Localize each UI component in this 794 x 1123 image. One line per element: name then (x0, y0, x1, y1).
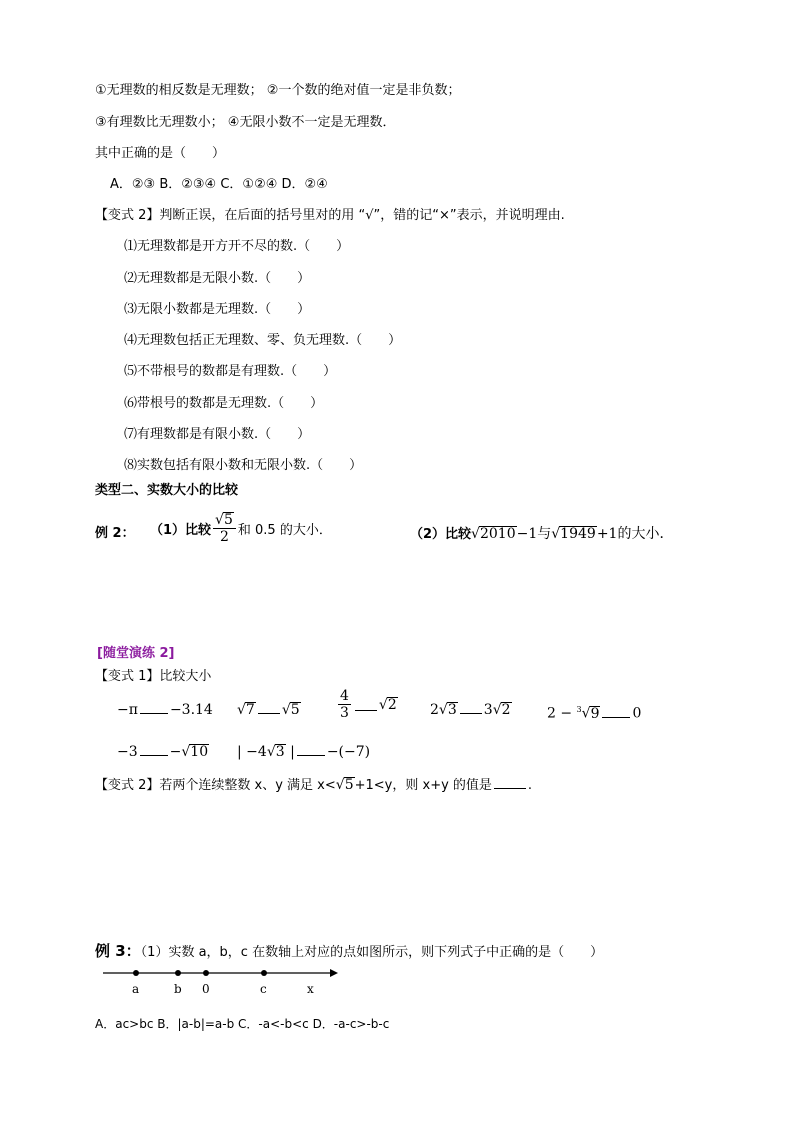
axis-label-b: b (174, 982, 182, 996)
point-zero (203, 970, 209, 976)
radicand: 2010 (479, 526, 516, 542)
radicand: 1949 (560, 526, 596, 542)
example2-part2-prefix: （2）比较 (410, 527, 472, 542)
axis-label-zero: 0 (202, 982, 210, 996)
compare-four-thirds-sqrt2: $\frac{4}{3}$ √ 2 (340, 688, 397, 721)
judge-item: ⑸不带根号的数都是有理数.（ ） (124, 364, 337, 379)
compare-neg3-neg-sqrt10: −3 −√10 (117, 744, 209, 760)
axis-arrow (330, 969, 338, 977)
example2-part2-mid: −1与 (516, 526, 552, 542)
compare-2sqrt3-3sqrt2: 2√3 3√2 (430, 702, 511, 718)
question-text: 其中正确的是（ ） (95, 146, 226, 161)
axis-label-x: x (307, 982, 314, 996)
example3-options: A．ac>bc B．|a-b|=a-b C．-a<-b<c D．-a-c>-b-c (95, 1017, 390, 1031)
judge-item: ⑵无理数都是无限小数.（ ） (124, 271, 311, 286)
fraction-sqrt5-over-2: $\frac{√5}{2}$ (213, 512, 236, 545)
practice2-variant1-heading: 【变式 1】比较大小 (95, 669, 212, 684)
variant2-heading: 【变式 2】判断正误，在后面的括号里对的用 “√”，错的记“×”表示，并说明理由. (95, 208, 565, 223)
example2-part1-prefix: （1）比较 (150, 523, 212, 538)
statement-3-4: ③有理数比无理数小； ④无限小数不一定是无理数． (95, 115, 396, 130)
example2-part2-suffix: +1的大小． (596, 526, 674, 542)
point-b (175, 970, 181, 976)
axis-label-a: a (132, 982, 140, 996)
example3-text: （1）实数 a，b，c 在数轴上对应的点如图所示，则下列式子中正确的是（ ） (140, 945, 604, 960)
compare-2-minus-cuberoot9-0: 2 − $^3$√9 0 (547, 705, 642, 722)
radicand: 5 (223, 512, 233, 528)
judge-item: ⑴无理数都是开方开不尽的数.（ ） (124, 239, 350, 254)
practice2-variant2: 【变式 2】若两个连续整数 x、y 满足 x<√5+1<y，则 x+y 的值是 . (95, 777, 533, 793)
compare-abs-neg4sqrt3-neg-neg7: | −4√3 | −(−7) (237, 744, 371, 760)
example2-part1-suffix: 和 0.5 的大小． (237, 523, 332, 538)
axis-label-c: c (260, 982, 267, 996)
judge-item: ⑶无限小数都是无理数.（ ） (124, 302, 311, 317)
judge-item: ⑺有理数都是有限小数.（ ） (124, 427, 311, 442)
example3-label: 例 3： (95, 942, 141, 960)
judge-item: ⑷无理数包括正无理数、零、负无理数.（ ） (124, 333, 402, 348)
example2-part2: （2）比较√2010−1与√1949+1的大小． (410, 526, 674, 542)
denominator: 2 (220, 529, 229, 545)
options-part1: A．②③ B．②③④ C．①②④ D．②④ (110, 177, 328, 192)
example2-label: 例 2： (95, 526, 135, 541)
judge-item: ⑻实数包括有限小数和无限小数.（ ） (124, 458, 363, 473)
compare-pi-3-14: −π −3.14 (117, 702, 213, 718)
practice2-title: [随堂演练 2] (97, 646, 175, 661)
section-heading-type2: 类型二、实数大小的比较 (95, 483, 239, 498)
point-a (133, 970, 139, 976)
statement-1-2: ①无理数的相反数是无理数； ②一个数的绝对值一定是非负数； (95, 83, 461, 98)
judge-item: ⑹带根号的数都是无理数.（ ） (124, 396, 324, 411)
point-c (261, 970, 267, 976)
compare-sqrt7-sqrt5: √7 √5 (237, 702, 300, 718)
